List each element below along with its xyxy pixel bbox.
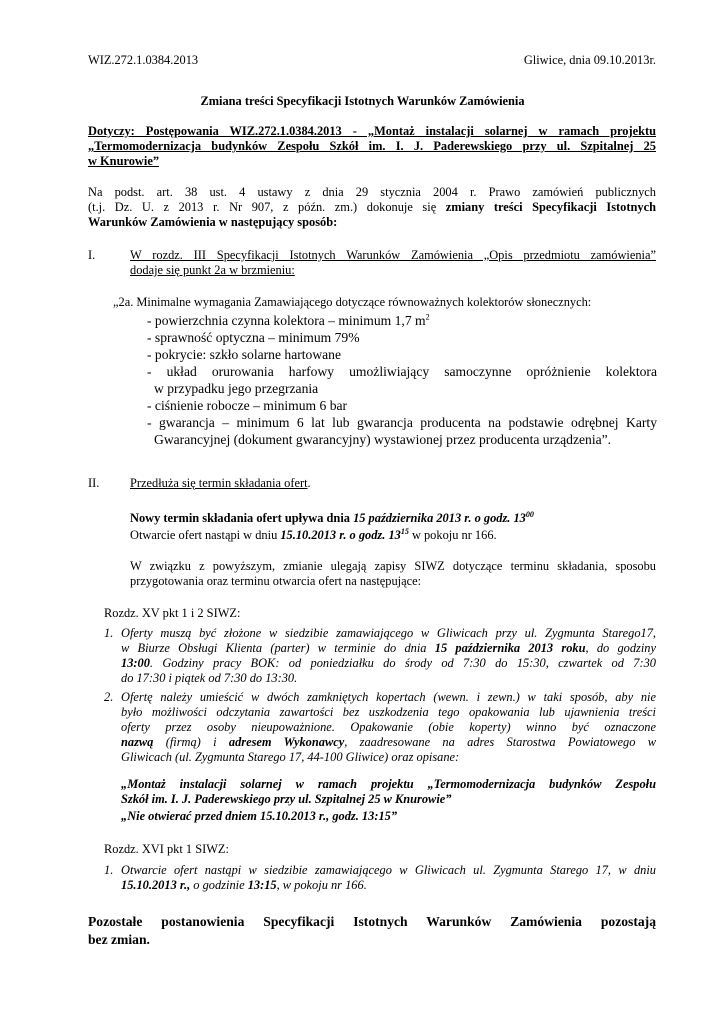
- rozdz-15-item-2-line-5: Gliwicach (ul. Zygmunta Starego 17, 44-100 Gliwice) oraz opisane:: [121, 750, 460, 764]
- requirements-title: „2a. Minimalne wymagania Zamawiającego dotyczące równoważnych kolektorów słonecznych:: [113, 295, 592, 309]
- rozdz-15-item-2-number: 2.: [104, 690, 114, 704]
- rozdz-15-item-1-line-1: Oferty muszą być złożone w siedzibie zamawiającego w Gliwicach przy ul. Zygmunta Starego17,: [121, 626, 656, 640]
- rozdz-15-item-2-line-4: nazwą (firmą) i adresem Wykonawcy, zaadresowane na adres Starostwa Powiatowego w: [121, 735, 656, 749]
- rozdz-15-item-1-number: 1.: [104, 626, 114, 640]
- requirement-warranty-line-2: Gwarancyjnej (dokument gwarancyjny) wystawionej przez producenta urządzenia”.: [154, 432, 612, 447]
- rozdz-16-item-1-line-2: 15.10.2013 r., o godzinie 13:15, w pokoju nr 166.: [121, 878, 367, 892]
- rozdz-15-item-1-line-2: w Biurze Obsługi Klienta (parter) w terminie do dnia 15 października 2013 roku, do godziny: [121, 641, 657, 655]
- section-1-number: I.: [88, 248, 96, 262]
- rozdz-15-item-2-line-2: było możliwości odczytania zawartości bez uszkodzenia tego opakowania lub ujawnienia treści: [121, 705, 656, 719]
- new-deadline: Nowy termin składania ofert upływa dnia 15 października 2013 r. o godz. $13^{00}$: [130, 509, 534, 525]
- section-1-line-1: W rozdz. III Specyfikacji Istotnych Warunków Zamówienia „Opis przedmiotu zamówienia”: [130, 248, 656, 262]
- place-date: Gliwice, dnia 09.10.2013r.: [523, 53, 656, 67]
- rozdz-16-item-1-number: 1.: [104, 863, 114, 877]
- document-title: Zmiana treści Specyfikacji Istotnych Warunków Zamówienia: [200, 94, 525, 108]
- changes-line-1: W związku z powyższym, zmianie ulegają zapisy SIWZ dotyczące terminu składania, sposobu: [130, 559, 656, 573]
- changes-line-2: przygotowania oraz terminu otwarcia ofert na następujące:: [130, 574, 422, 588]
- subject-line-3: w Knurowie”: [88, 154, 160, 168]
- opening-date: Otwarcie ofert nastąpi w dniu 15.10.2013 r. o godz. $13^{15}$ w pokoju nr 166.: [130, 526, 497, 542]
- subject-line-2: „Termomodernizacja budynków Zespołu Szkół im. I. J. Paderewskiego przy ul. Szpitalnej 25: [88, 139, 656, 153]
- section-1-line-2: dodaje się punkt 2a w brzmieniu:: [130, 263, 295, 277]
- intro-line-3: Warunków Zamówienia w następujący sposób:: [88, 215, 338, 229]
- requirement-area: - powierzchnia czynna kolektora – minimum 1,7 $m^2$: [147, 312, 430, 328]
- rozdz-15-item-2-line-1: Ofertę należy umieścić w dwóch zamkniętych kopertach (wewn. i zewn.) w taki sposób, aby nie: [121, 690, 656, 704]
- subject-line-1: Dotyczy: Postępowania WIZ.272.1.0384.2013 - „Montaż instalacji solarnej w ramach projektu: [88, 124, 656, 138]
- envelope-label-line-2: Szkół im. I. J. Paderewskiego przy ul. Szpitalnej 25 w Knurowie”: [121, 792, 452, 806]
- requirement-pressure: - ciśnienie robocze – minimum 6 bar: [147, 398, 348, 413]
- requirement-efficiency: - sprawność optyczna – minimum 79%: [147, 330, 360, 345]
- rozdz-15-item-2-line-3: oferty przez osoby nieupoważnione. Opakowanie (obie koperty) winno być oznaczone: [121, 720, 656, 734]
- requirement-piping-line-2: w przypadku jego przegrzania: [154, 381, 319, 396]
- rozdz-16-heading: Rozdz. XVI pkt 1 SIWZ:: [104, 842, 229, 856]
- requirement-glass: - pokrycie: szkło solarne hartowane: [147, 347, 342, 362]
- section-2-title: Przedłuża się termin składania ofert.: [130, 476, 311, 490]
- rozdz-16-item-1-line-1: Otwarcie ofert nastąpi w siedzibie zamawiającego w Gliwicach ul. Zygmunta Starego 17, w dniu: [121, 863, 656, 877]
- rozdz-15-heading: Rozdz. XV pkt 1 i 2 SIWZ:: [104, 606, 241, 620]
- intro-line-1: Na podst. art. 38 ust. 4 ustawy z dnia 29 stycznia 2004 r. Prawo zamówień publicznych: [88, 185, 656, 199]
- reference-number: WIZ.272.1.0384.2013: [88, 53, 199, 67]
- envelope-do-not-open: „Nie otwierać przed dniem 15.10.2013 r., godz. 13:15”: [121, 809, 398, 823]
- closing-line-1: Pozostałe postanowienia Specyfikacji Istotnych Warunków Zamówienia pozostają: [88, 914, 656, 929]
- envelope-label-line-1: „Montaż instalacji solarnej w ramach projektu „Termomodernizacja budynków Zespołu: [121, 777, 656, 791]
- section-2-number: II.: [88, 476, 100, 490]
- intro-line-2: (t.j. Dz. U. z 2013 r. Nr 907, z późn. zm.) dokonuje się zmiany treści Specyfikacji Istotnych: [88, 200, 656, 214]
- rozdz-15-item-1-line-4: do 17:30 i piątek od 7:30 do 13:30.: [121, 671, 298, 685]
- rozdz-15-item-1-line-3: 13:00. Godziny pracy BOK: od poniedziałku do środy od 7:30 do 15:30, czwartek od 7:30: [121, 656, 656, 670]
- requirement-warranty-line-1: - gwarancja – minimum 6 lat lub gwarancja producenta na podstawie odrębnej Karty: [147, 415, 657, 430]
- closing-line-2: bez zmian.: [88, 932, 150, 947]
- requirement-piping-line-1: - układ orurowania harfowy umożliwiający samoczynne opróżnienie kolektora: [147, 364, 657, 379]
